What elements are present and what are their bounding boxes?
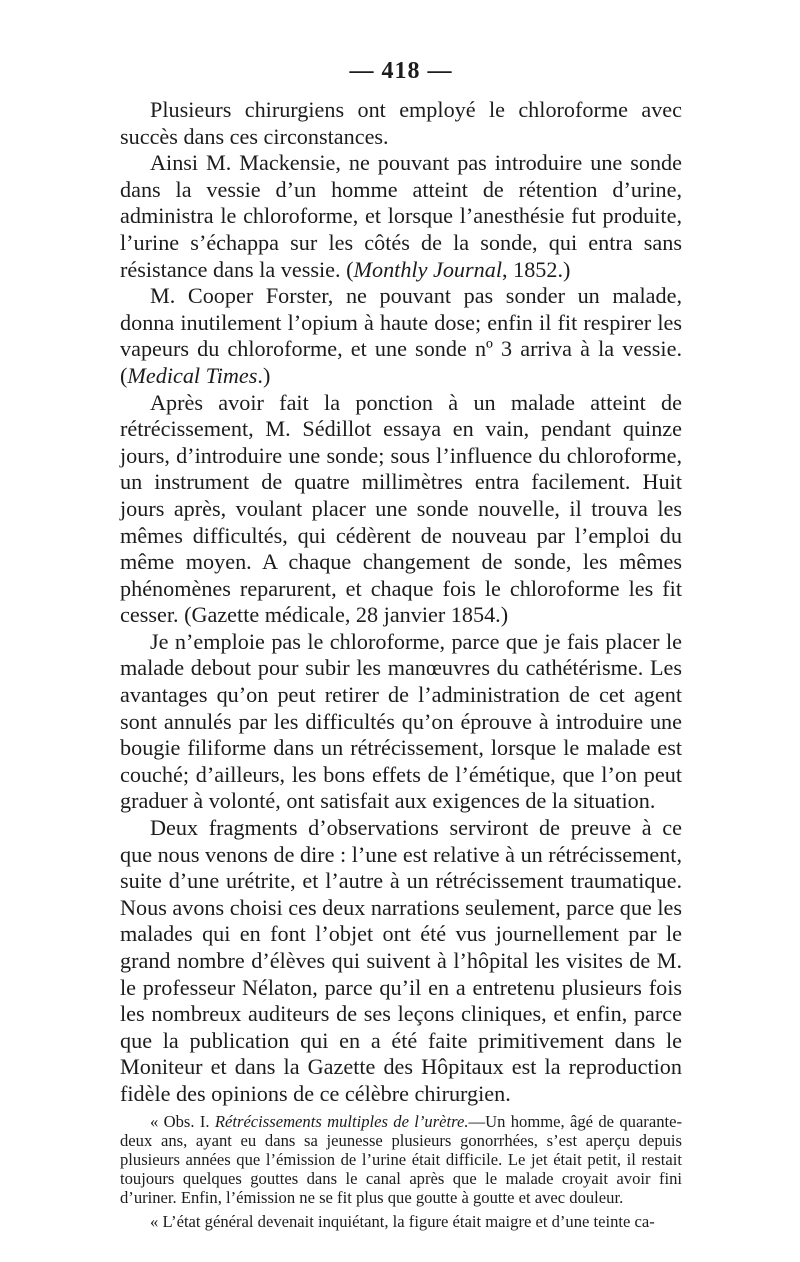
- paragraph-5: [120, 629, 682, 815]
- paragraph-6: [120, 815, 682, 1108]
- text-run: Ainsi M. Mackensie, ne pouvant pas introduire une sonde dans la vessie d’un homme atteint de rétention d’urine, administra le chloroforme, et lorsque l’anesthésie fut produite, l’urine s’échappa sur les côtés de la sonde, qui entra sans résistance dans la vessie. (: [120, 150, 682, 282]
- text-run: .): [257, 362, 271, 388]
- text-run: Plusieurs chirurgiens ont employé le chloroforme avec succès dans ces circonstances.: [120, 97, 682, 149]
- paragraph-4: [120, 390, 682, 629]
- italic-citation: Medical Times: [127, 362, 258, 388]
- text-run: Deux fragments d’observations serviront de preuve à ce que nous venons de dire : l’une est relative à un rétrécissement, suite d’une urétrite, et l’autre à un rétrécissement traumatique. Nous avons choisi ces deux narrations seulement, parce que les malades qui en font l’objet ont été vus journellement par le grand nombre d’élèves qui suivent à l’hôpital les visites de M. le professeur Nélaton, parce qu’il en a entretenu plusieurs fois les nombreux auditeurs de ses leçons cliniques, et enfin, parce que la publication qui en a été faite primitivement dans le Moniteur et dans la Gazette des Hôpitaux est la reproduction fidèle des opinions de ce célèbre chirurgien.: [120, 815, 682, 1106]
- text-run: M. Cooper Forster, ne pouvant pas sonder un malade, donna inutilement l’opium à haute dose; enfin il fit respirer les vapeurs du chloroforme, et une sonde nº 3 arriva à la vessie. (: [120, 283, 682, 388]
- observation-paragraph-1: [120, 1112, 682, 1208]
- text-run: Je n’emploie pas le chloroforme, parce que je fais placer le malade debout pour subir les manœuvres du cathétérisme. Les avantages qu’on peut retirer de l’administration de cet agent sont annulés par les difficultés qu’on éprouve à introduire une bougie filiforme dans un rétrécissement, lorsque le malade est couché; d’ailleurs, les bons effets de l’émétique, que l’on peut graduer à volonté, ont satisfait aux exigences de la situation.: [120, 628, 682, 814]
- paragraph-2: [120, 150, 682, 283]
- text-run: —Un homme, âgé de quarante-deux ans, ayant eu dans sa jeunesse plusieurs gonorrhées, s’est aperçu depuis plusieurs années que l’émission de l’urine était difficile. Le jet était petit, il restait toujours quelques gouttes dans le canal après que le malade croyait avoir fini d’uriner. Enfin, l’émission ne se fit plus que goutte à goutte et avec douleur.: [120, 1111, 682, 1208]
- text-run: Après avoir fait la ponction à un malade atteint de rétrécissement, M. Sédillot essaya en vain, pendant quinze jours, d’introduire une sonde; sous l’influence du chloroforme, un instrument de quatre millimètres entra facilement. Huit jours après, voulant placer une sonde nouvelle, il trouva les mêmes difficultés, qui cédèrent de nouveau par l’emploi du même moyen. A chaque changement de sonde, les mêmes phénomènes reparurent, et chaque fois le chloroforme les fit cesser. (Gazette médicale, 28 janvier 1854.): [120, 389, 682, 628]
- body-text: [120, 97, 682, 1108]
- italic-citation: Monthly Journal: [353, 256, 503, 282]
- italic-citation: Rétrécissements multiples de l’urètre.: [214, 1111, 469, 1131]
- observation-paragraph-2: [120, 1212, 682, 1231]
- page-number: — 418 —: [349, 58, 453, 84]
- observation-block: [120, 1112, 682, 1231]
- text-run: , 1852.): [502, 256, 571, 282]
- paragraph-3: [120, 283, 682, 389]
- paragraph-1: [120, 97, 682, 150]
- text-run: « L’état général devenait inquiétant, la figure était maigre et d’une teinte ca-: [150, 1211, 655, 1231]
- text-run: « Obs. I.: [150, 1111, 215, 1131]
